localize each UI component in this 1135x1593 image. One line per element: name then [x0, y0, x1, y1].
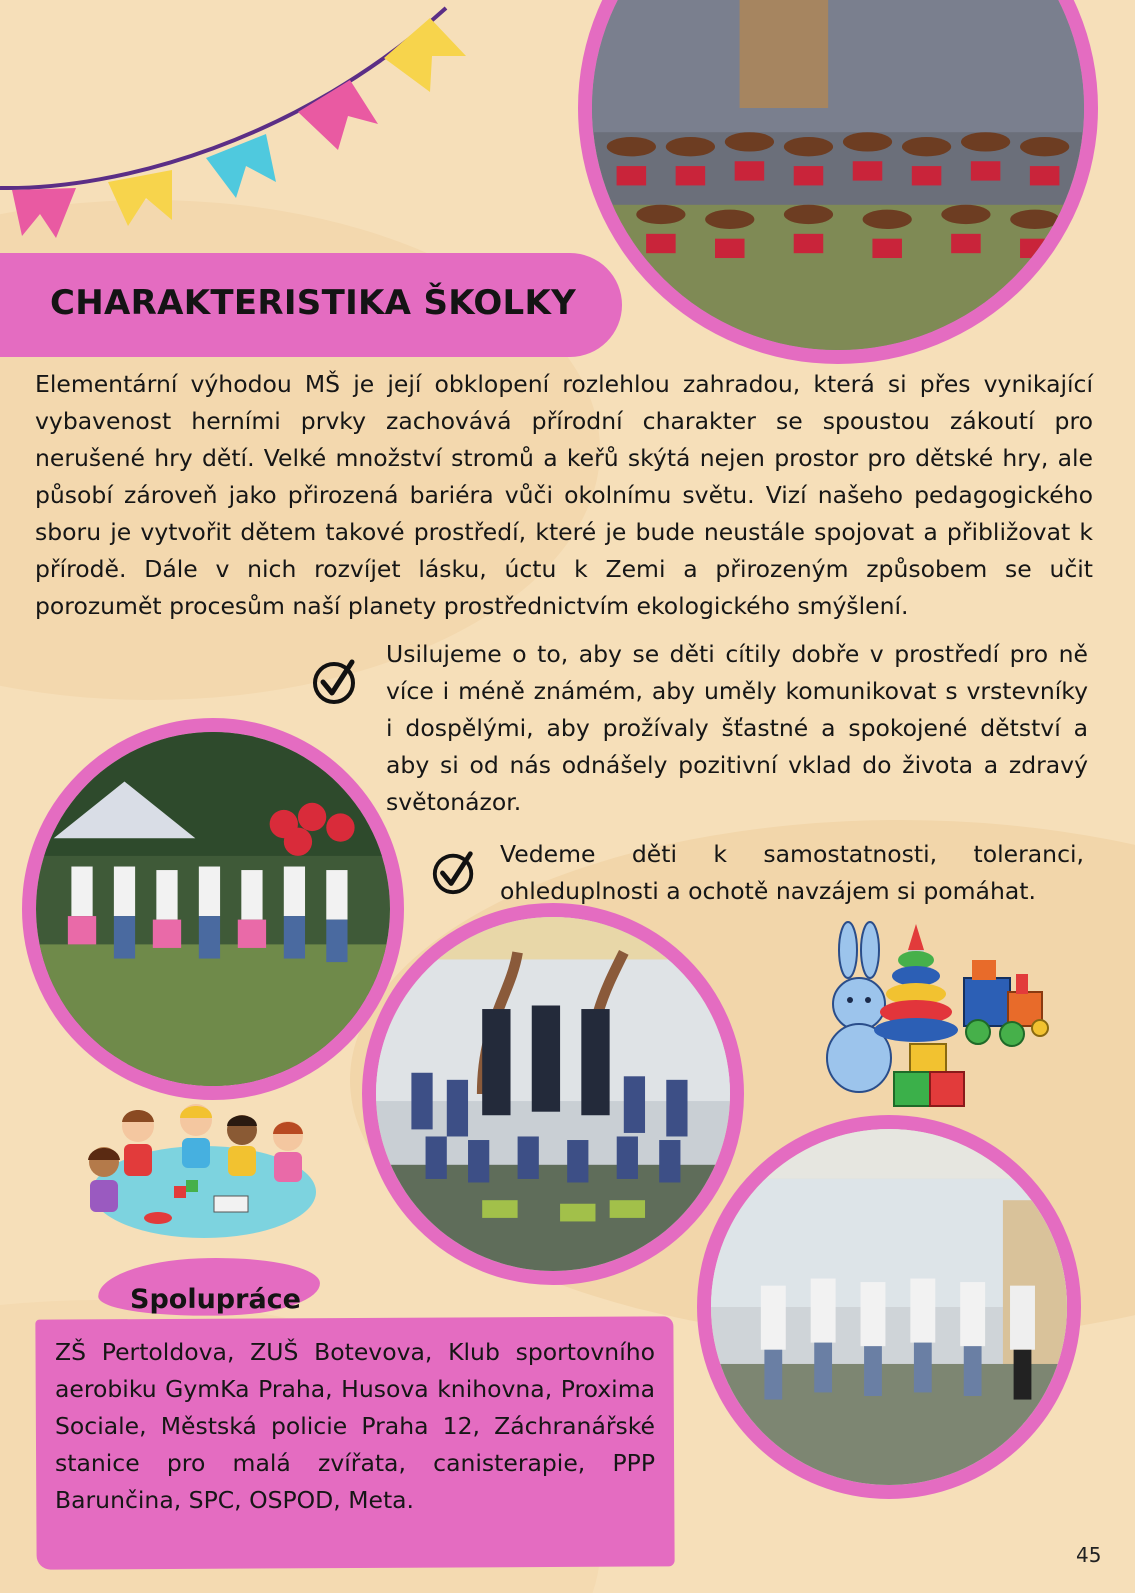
bunting-icon	[0, 0, 480, 250]
garden-children-photo	[22, 718, 404, 1100]
playroom-children-photo	[697, 1115, 1081, 1499]
children-icon	[74, 1100, 320, 1250]
classroom-group-photo	[362, 903, 744, 1285]
intro-paragraph: Elementární výhodou MŠ je její obklopení rozlehlou zahradou, která si přes vynikající vybavenost herními prvky zachovává přírodní charakter se spoustou zákoutí pro nerušené hry dětí. Velké množství stromů a keřů skýtá nejen prostor pro dětské hry, ale působí zároveň jako přirozená bariéra vůči okolnímu světu. Vizí našeho pedagogického sboru je vytvořit dětem takové prostředí, které je bude neustále spojovat a přibližovat k přírodě. Dále v nich rozvíjet lásku, úctu k Zemi a přirozeným způsobem se učit porozumět procesům naší planety prostřednictvím ekologického smýšlení.	[35, 370, 1093, 620]
page-number: 45	[1076, 1543, 1102, 1567]
cowboy-children-photo	[578, 0, 1098, 364]
toys-icon	[812, 920, 1052, 1110]
bullet-item: Usilujeme o to, aby se děti cítily dobře v prostředí pro ně více i méně známém, aby uměly komunikovat s vrstevníky i dospělými, aby prožívaly šťastné a spokojené dětství a aby si od nás odnášely pozitivní vklad do života a zdravý světonázor.	[386, 640, 1088, 816]
bullet-item: Vedeme děti k samostatnosti, toleranci, ohleduplnosti a ochotě navzájem si pomáhat.	[500, 840, 1084, 905]
page-title: CHARAKTERISTIKA ŠKOLKY	[50, 283, 577, 323]
check-icon	[310, 656, 360, 706]
check-icon	[430, 848, 478, 896]
cooperation-title: Spolupráce	[130, 1284, 301, 1315]
cooperation-text: ZŠ Pertoldova, ZUŠ Botevova, Klub sportovního aerobiku GymKa Praha, Husova knihovna, Proxima Sociale, Městská policie Praha 12, Záchranářské stanice pro malá zvířata, canisterapie, PPP Barunčina, SPC, OSPOD, Meta.	[55, 1338, 655, 1514]
